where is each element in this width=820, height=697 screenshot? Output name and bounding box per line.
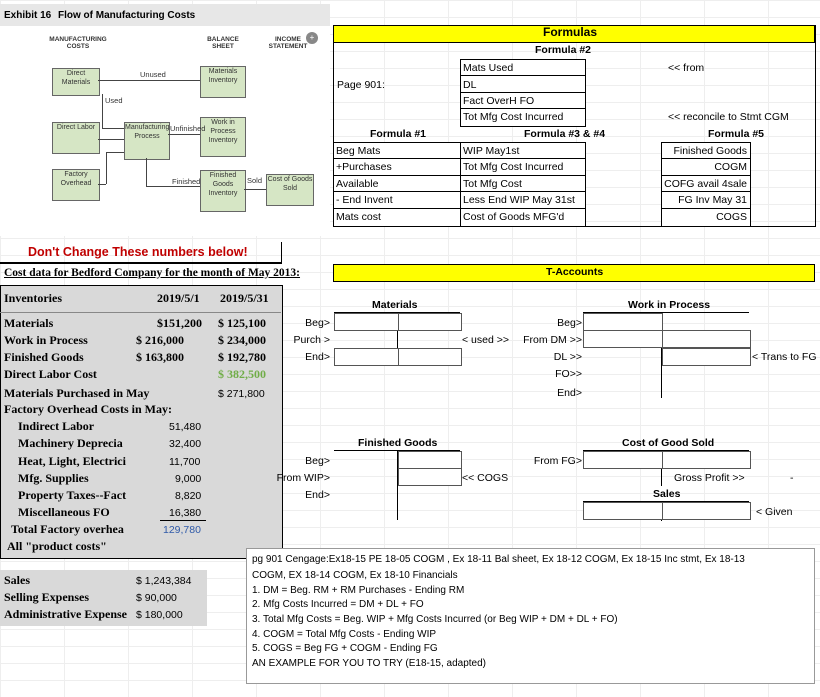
oh-property-value[interactable]: 8,820 (175, 490, 202, 502)
sales-value[interactable]: $ 1,243,384 (136, 575, 192, 587)
formula5-label: Formula #5 (708, 128, 765, 140)
inv-wip-v1[interactable]: $ 216,000 (136, 333, 184, 347)
col-header-balance: BALANCE SHEET (207, 36, 239, 50)
oh-machinery-label: Machinery Deprecia (18, 436, 123, 450)
fg-from-wip-label: From WIP> (276, 472, 330, 484)
f1-beg-mats[interactable]: Beg Mats (336, 145, 381, 157)
inv-materials-v2[interactable]: $ 125,100 (218, 316, 266, 330)
note-line-3: 1. DM = Beg. RM + RM Purchases - Ending RM (252, 585, 465, 596)
sales-account-title: Sales (653, 488, 681, 500)
cost-data-title: Cost data for Bedford Company for the month of May 2013: (4, 267, 301, 279)
gross-profit-value[interactable]: - (790, 472, 794, 484)
materials-inventory-box: Materials Inventory (200, 66, 246, 98)
inv-fg-v1[interactable]: $ 163,800 (136, 350, 184, 364)
f2-dl[interactable]: DL (463, 79, 477, 91)
admin-expenses-value[interactable]: $ 180,000 (136, 609, 183, 621)
mat-end-label: End> (305, 351, 330, 363)
f2-mats-used[interactable]: Mats Used (463, 62, 514, 74)
mats-purchased-value[interactable]: $ 271,800 (218, 388, 265, 400)
unused-label: Unused (140, 70, 166, 79)
formula34-label: Formula #3 & #4 (524, 128, 606, 140)
col-header-income: INCOME STATEMENT (268, 36, 308, 50)
inv-materials-v1[interactable]: $151,200 (157, 316, 202, 330)
plus-icon[interactable]: + (306, 32, 318, 44)
gross-profit-label: Gross Profit >> (674, 472, 745, 484)
direct-labor-value[interactable]: $ 382,500 (218, 367, 266, 381)
f34-tot-mfg-cost[interactable]: Tot Mfg Cost (463, 178, 522, 190)
inv-fg-v2[interactable]: $ 192,780 (218, 350, 266, 364)
fg-account-title: Finished Goods (358, 437, 438, 449)
oh-indirect-labor-value[interactable]: 51,480 (169, 421, 202, 433)
factory-overhead-box: Factory Overhead (52, 169, 100, 201)
f5-fg-inv[interactable]: FG Inv May 31 (678, 194, 747, 206)
used-note: < used >> (462, 334, 509, 346)
manufacturing-process-box: Manufacturing Process (124, 122, 170, 160)
f2-tot-mfg-cost[interactable]: Tot Mfg Cost Incurred (463, 111, 564, 123)
f34-less-end-wip[interactable]: Less End WIP May 31st (463, 194, 575, 206)
inv-wip-label: Work in Process (4, 333, 88, 347)
fg-end-label: End> (305, 489, 330, 501)
oh-property-label: Property Taxes--Fact (18, 488, 127, 502)
inv-fg-label: Finished Goods (4, 350, 84, 364)
date-may31: 2019/5/31 (220, 291, 269, 305)
selling-expenses-label: Selling Expenses (4, 590, 90, 604)
oh-misc-label: Miscellaneous FO (18, 505, 110, 519)
product-costs-label: All "product costs" (7, 539, 107, 553)
mat-purch-label: Purch > (293, 334, 330, 346)
f34-tot-mfg-incurred[interactable]: Tot Mfg Cost Incurred (463, 161, 564, 173)
oh-misc-value[interactable]: 16,380 (169, 507, 202, 519)
f5-cogs[interactable]: COGS (716, 211, 747, 223)
f1-mats-cost[interactable]: Mats cost (336, 211, 381, 223)
note-line-6: 4. COGM = Total Mfg Costs - Ending WIP (252, 629, 437, 640)
oh-supplies-value[interactable]: 9,000 (175, 473, 202, 485)
trans-fg-note: < Trans to FG (752, 351, 817, 363)
cogs-note: << COGS (462, 472, 509, 484)
formula2-label: Formula #2 (535, 44, 592, 56)
wip-dl-label: DL >> (553, 351, 582, 363)
wip-account-title: Work in Process (628, 299, 711, 311)
formula1-label: Formula #1 (370, 128, 427, 140)
wip-inventory-box: Work in Process Inventory (200, 117, 246, 157)
direct-labor-label: Direct Labor Cost (4, 367, 97, 381)
inv-materials-label: Materials (4, 316, 54, 330)
f1-available[interactable]: Available (336, 178, 379, 190)
finished-label: Finished (172, 177, 201, 186)
note-line-4: 2. Mfg Costs Incurred = DM + DL + FO (252, 599, 424, 610)
admin-expenses-label: Administrative Expense (4, 607, 127, 621)
from-note: << from (668, 62, 705, 74)
direct-materials-box: Direct Materials (52, 68, 100, 96)
note-line-5: 3. Total Mfg Costs = Beg. WIP + Mfg Costs Incurred (or Beg WIP + DM + DL + FO) (252, 614, 618, 625)
f1-end-invent[interactable]: - End Invent (336, 194, 393, 206)
f34-wip-may1[interactable]: WIP May1st (463, 145, 520, 157)
f5-cogm[interactable]: COGM (714, 161, 747, 173)
fg-beg-label: Beg> (305, 455, 330, 467)
given-note: < Given (756, 506, 793, 518)
f2-fact-overh[interactable]: Fact OverH FO (463, 95, 535, 107)
oh-supplies-label: Mfg. Supplies (18, 471, 89, 485)
total-overhead-value[interactable]: 129,780 (163, 524, 201, 536)
col-header-mfg: MANUFACTURING COSTS (49, 36, 107, 50)
date-may1: 2019/5/1 (157, 291, 200, 305)
cogs-box: Cost of Goods Sold (266, 174, 314, 206)
sales-label: Sales (4, 573, 31, 587)
wip-fo-label: FO>> (555, 368, 582, 380)
oh-heat-value[interactable]: 11,700 (169, 456, 201, 468)
note-line-8: AN EXAMPLE FOR YOU TO TRY (E18-15, adapted) (252, 658, 486, 669)
oh-machinery-value[interactable]: 32,400 (169, 438, 202, 450)
finished-goods-inventory-box: Finished Goods Inventory (200, 170, 246, 212)
total-overhead-label: Total Factory overhea (11, 522, 124, 536)
wip-end-label: End> (557, 387, 582, 399)
inv-wip-v2[interactable]: $ 234,000 (218, 333, 266, 347)
wip-from-dm-label: From DM >> (523, 334, 582, 346)
from-fg-label: From FG> (533, 455, 582, 467)
materials-account-title: Materials (372, 299, 418, 311)
f5-finished-goods[interactable]: Finished Goods (673, 145, 747, 157)
exhibit-title: Flow of Manufacturing Costs (58, 10, 196, 21)
cogs-account-title: Cost of Good Sold (622, 437, 715, 449)
note-line-7: 5. COGS = Beg FG + COGM - Ending FG (252, 643, 438, 654)
f34-cogm[interactable]: Cost of Goods MFG'd (463, 211, 565, 223)
mats-purchased-label: Materials Purchased in May (4, 386, 150, 400)
unfinished-label: Unfinished (170, 124, 206, 133)
exhibit-image (0, 4, 330, 236)
taccounts-title: T-Accounts (546, 266, 604, 278)
f1-purchases[interactable]: +Purchases (336, 161, 392, 173)
used-label: Used (105, 96, 123, 105)
inventories-label: Inventories (4, 291, 62, 305)
oh-indirect-labor-label: Indirect Labor (18, 419, 95, 433)
wip-beg-label: Beg> (557, 317, 582, 329)
reconcile-note: << reconcile to Stmt CGM (668, 111, 789, 123)
note-line-2: COGM, EX 18-14 COGM, Ex 18-10 Financials (252, 570, 458, 581)
sold-label: Sold (247, 176, 263, 185)
page-label: Page 901: (337, 79, 385, 91)
mat-beg-label: Beg> (305, 317, 330, 329)
f5-cofg-avail[interactable]: COFG avail 4sale (664, 178, 747, 190)
note-line-1: pg 901 Cengage:Ex18-15 PE 18-05 COGM , Ex 18-11 Bal sheet, Ex 18-12 COGM, Ex 18-15 Inc stmt, Ex 18-13 (252, 554, 745, 565)
direct-labor-box: Direct Labor (52, 122, 100, 154)
warning-text: Don't Change These numbers below! (28, 245, 248, 259)
selling-expenses-value[interactable]: $ 90,000 (136, 592, 177, 604)
formulas-title: Formulas (543, 25, 598, 39)
exhibit-number: Exhibit 16 (4, 10, 52, 21)
oh-heat-label: Heat, Light, Electrici (18, 454, 126, 468)
overhead-label: Factory Overhead Costs in May: (4, 402, 172, 416)
